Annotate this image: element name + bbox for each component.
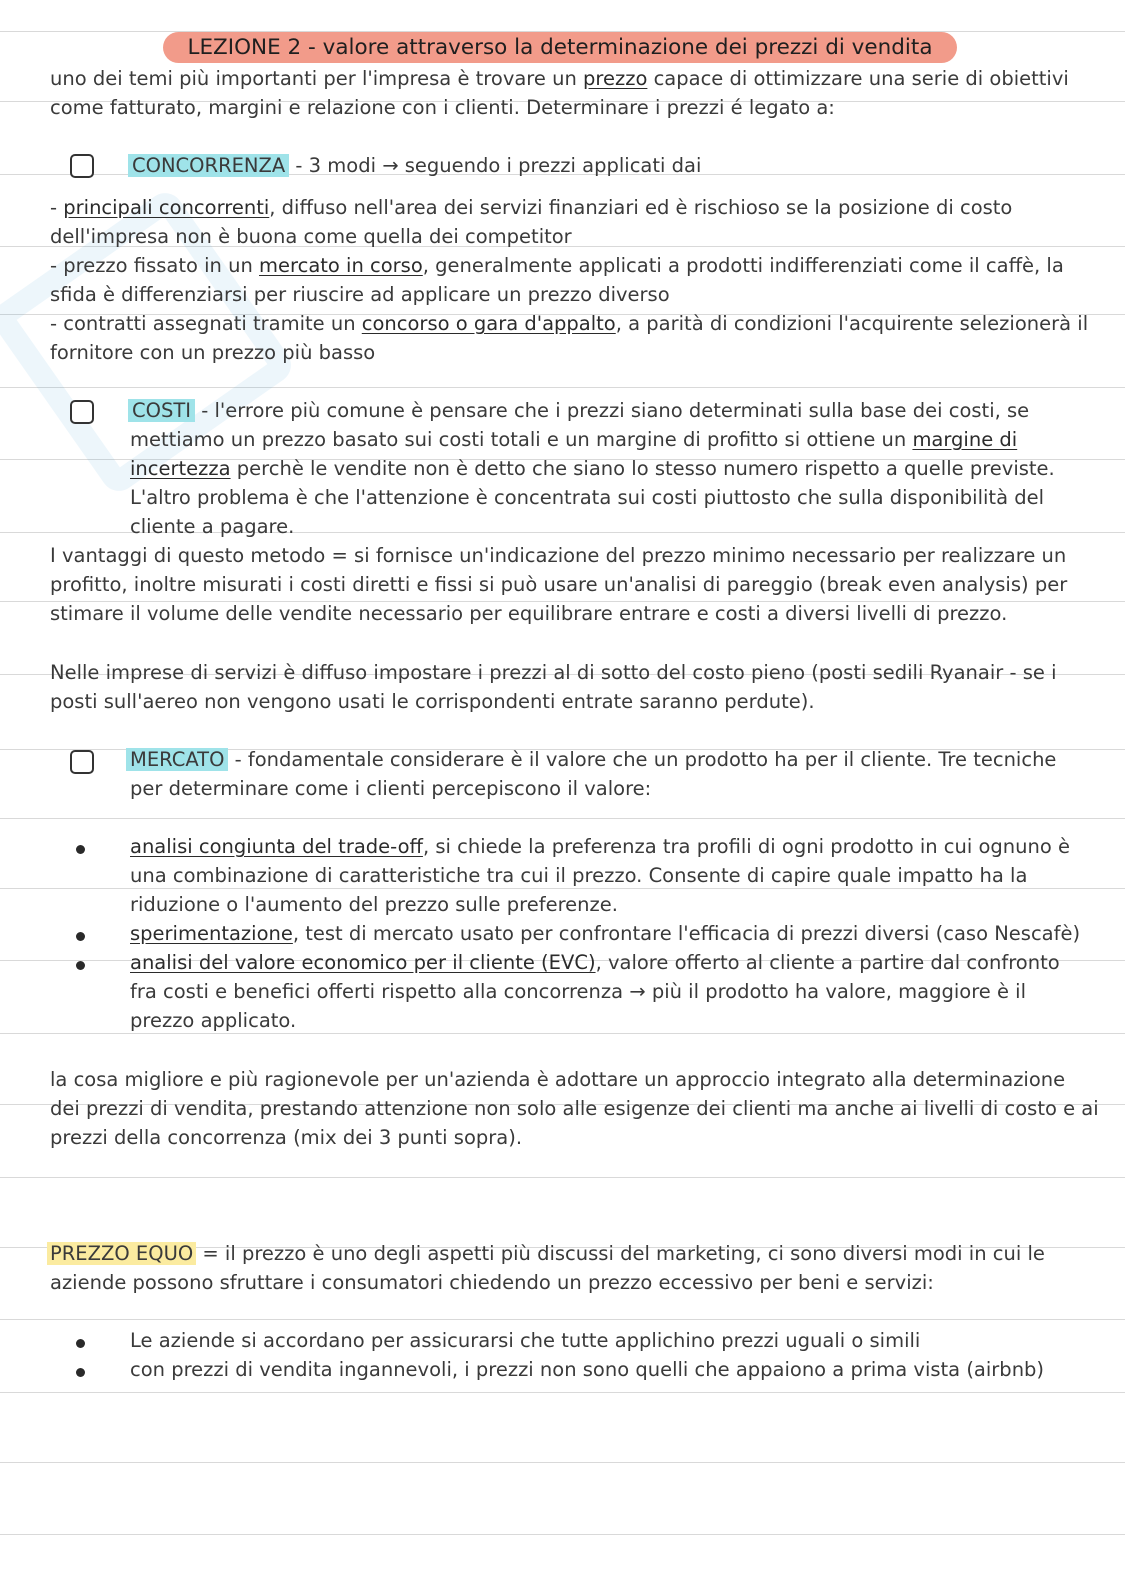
servizi-line-2: posti sull'aereo non vengono usati le corrispondenti entrate saranno perdute). bbox=[50, 690, 815, 713]
concorrenza-point-1: - principali concorrenti, diffuso nell'area dei servizi finanziari ed è rischioso se la posizione di costo bbox=[50, 196, 1013, 219]
costi-label: COSTI bbox=[128, 399, 195, 422]
vantaggi-line-1: I vantaggi di questo metodo = si fornisce un'indicazione del prezzo minimo necessario per realizzare un bbox=[50, 544, 1067, 567]
mercato-bullet-1-cont-2: riduzione o l'aumento del prezzo sulle preferenze. bbox=[130, 893, 618, 916]
mercato-bullet-1: analisi congiunta del trade-off, si chiede la preferenza tra profili di ogni prodotto in cui ognuno è bbox=[130, 835, 1071, 858]
mercato-bullet-1-cont-1: una combinazione di caratteristiche tra cui il prezzo. Consente di capire quale impatto ha la bbox=[130, 864, 1028, 887]
costi-heading: COSTI - l'errore più comune è pensare che i prezzi siano determinati sulla base dei costi, se bbox=[128, 396, 1029, 425]
bullet-dot bbox=[76, 1368, 85, 1377]
concorrenza-point-1-cont: dell'impresa non è buona come quella dei competitor bbox=[50, 225, 572, 248]
prezzo-equo-line-2: aziende possono sfruttare i consumatori chiedendo un prezzo eccessivo per beni e servizi: bbox=[50, 1271, 934, 1294]
bullet-dot bbox=[76, 932, 85, 941]
prezzo-equo-bullet-2: con prezzi di vendita ingannevoli, i prezzi non sono quelli che appaiono a prima vista (airbnb) bbox=[130, 1358, 1045, 1381]
concorrenza-point-3: - contratti assegnati tramite un concorso o gara d'appalto, a parità di condizioni l'acquirente selezionerà il bbox=[50, 312, 1089, 335]
costi-checkbox[interactable] bbox=[70, 400, 94, 424]
intro-line-2: come fatturato, margini e relazione con i clienti. Determinare i prezzi é legato a: bbox=[50, 96, 835, 119]
costi-line-4: L'altro problema è che l'attenzione è concentrata sui costi piuttosto che sulla disponibilità del bbox=[130, 486, 1045, 509]
servizi-line-1: Nelle imprese di servizi è diffuso impostare i prezzi al di sotto del costo pieno (posti sedili Ryanair - se i bbox=[50, 661, 1057, 684]
prezzo-equo-bullet-1: Le aziende si accordano per assicurarsi che tutte applichino prezzi uguali o simili bbox=[130, 1329, 921, 1352]
costi-line-5: cliente a pagare. bbox=[130, 515, 295, 538]
mercato-bullet-3-cont-2: prezzo applicato. bbox=[130, 1009, 297, 1032]
concorrenza-point-2-cont: sfida è differenziarsi per riuscire ad applicare un prezzo diverso bbox=[50, 283, 670, 306]
prezzo-equo-heading: PREZZO EQUO = il prezzo è uno degli aspetti più discussi del marketing, ci sono diversi modi in cui le bbox=[47, 1239, 1045, 1268]
mercato-line-2: per determinare come i clienti percepiscono il valore: bbox=[130, 777, 652, 800]
concorrenza-label: CONCORRENZA bbox=[128, 154, 289, 177]
mercato-bullet-3-cont-1: fra costi e benefici offerti rispetto alla concorrenza → più il prodotto ha valore, maggiore è il bbox=[130, 980, 1027, 1003]
bullet-dot bbox=[76, 845, 85, 854]
bullet-dot bbox=[76, 1339, 85, 1348]
conclusione-line-2: dei prezzi di vendita, prestando attenzione non solo alle esigenze dei clienti ma anche ai livelli di costo e ai bbox=[50, 1097, 1099, 1120]
mercato-label: MERCATO bbox=[126, 748, 228, 771]
costi-line-3: incertezza perchè le vendite non è detto che siano lo stesso numero rispetto a quelle previste. bbox=[130, 457, 1055, 480]
mercato-heading: MERCATO - fondamentale considerare è il valore che un prodotto ha per il cliente. Tre tecniche bbox=[126, 745, 1056, 774]
intro-prezzo-keyword: prezzo bbox=[583, 67, 648, 90]
vantaggi-line-2: profitto, inoltre misurati i costi diretti e fissi si può usare un'analisi di pareggio (break even analysis) per bbox=[50, 573, 1068, 596]
vantaggi-line-3: stimare il volume delle vendite necessario per equilibrare entrare e costi a diversi livelli di prezzo. bbox=[50, 602, 1008, 625]
costi-line-2: mettiamo un prezzo basato sui costi totali e un margine di profitto si ottiene un margine di bbox=[130, 428, 1018, 451]
prezzo-equo-label: PREZZO EQUO bbox=[47, 1242, 196, 1265]
concorrenza-checkbox[interactable] bbox=[70, 154, 94, 178]
mercato-bullet-3: analisi del valore economico per il cliente (EVC), valore offerto al cliente a partire dal confronto bbox=[130, 951, 1060, 974]
mercato-checkbox[interactable] bbox=[70, 750, 94, 774]
page-title: LEZIONE 2 - valore attraverso la determinazione dei prezzi di vendita bbox=[163, 32, 957, 63]
bullet-dot bbox=[76, 961, 85, 970]
conclusione-line-3: prezzi della concorrenza (mix dei 3 punti sopra). bbox=[50, 1126, 523, 1149]
concorrenza-point-2: - prezzo fissato in un mercato in corso, generalmente applicati a prodotti indifferenziati come il caffè, la bbox=[50, 254, 1064, 277]
concorrenza-point-3-cont: fornitore con un prezzo più basso bbox=[50, 341, 376, 364]
intro-line-1: uno dei temi più importanti per l'impresa è trovare un prezzo capace di ottimizzare una serie di obiettivi bbox=[50, 67, 1069, 90]
mercato-bullet-2: sperimentazione, test di mercato usato per confrontare l'efficacia di prezzi diversi (caso Nescafè) bbox=[130, 922, 1081, 945]
concorrenza-heading: CONCORRENZA - 3 modi → seguendo i prezzi applicati dai bbox=[128, 151, 701, 180]
conclusione-line-1: la cosa migliore e più ragionevole per un'azienda è adottare un approccio integrato alla determinazione bbox=[50, 1068, 1066, 1091]
